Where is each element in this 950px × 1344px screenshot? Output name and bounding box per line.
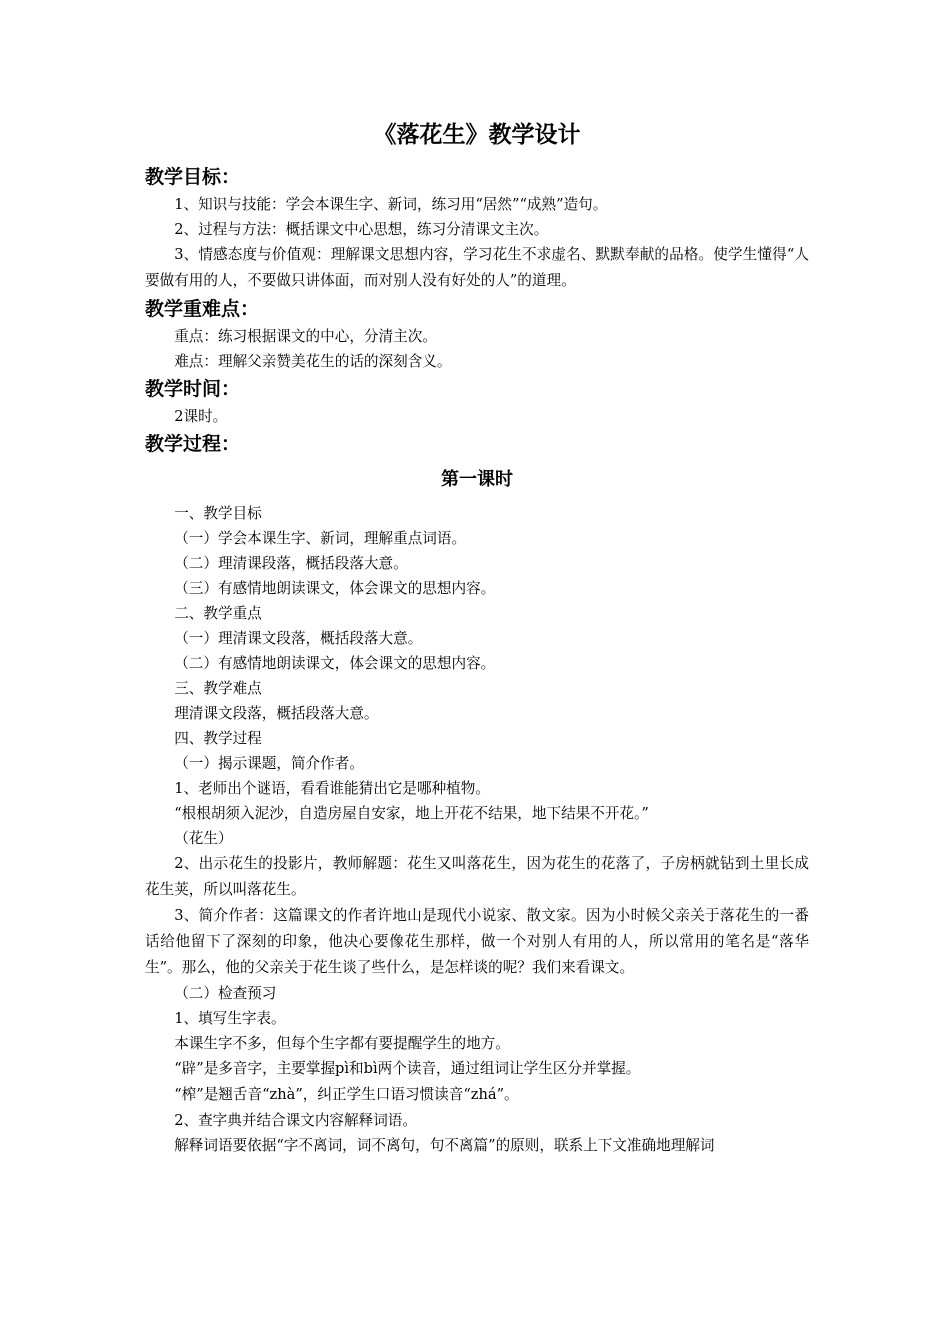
lesson-line: “辟”是多音字，主要掌握pì和bì两个读音，通过组词让学生区分并掌握。 <box>174 1060 641 1077</box>
objective-item: 2、过程与方法：概括课文中心思想，练习分清课文主次。 <box>174 221 549 238</box>
document-body <box>145 118 809 1158</box>
lesson-line: 四、教学过程 <box>174 730 262 747</box>
lesson-line: 理清课文段落，概括段落大意。 <box>174 705 379 722</box>
lesson-line: 一、教学目标 <box>174 505 262 522</box>
objectives-heading: 教学目标： <box>145 166 241 188</box>
lesson-line: 1、老师出个谜语，看看谁能猜出它是哪种植物。 <box>174 780 490 797</box>
lesson-line: （二）检查预习 <box>174 985 277 1002</box>
riddle-text: “根根胡须入泥沙，自造房屋自安家，地上开花不结果，地下结果不开花。” <box>174 805 649 822</box>
keypoint-item: 难点：理解父亲赞美花生的话的深刻含义。 <box>174 353 452 370</box>
lesson-line: “榨”是翘舌音“zhà”，纠正学生口语习惯读音“zhá”。 <box>174 1086 519 1103</box>
keypoints-heading: 教学重难点： <box>145 298 260 320</box>
lesson-one-heading: 第一课时 <box>441 469 513 490</box>
lesson-line: （三）有感情地朗读课文，体会课文的思想内容。 <box>174 580 496 597</box>
keypoint-item: 重点：练习根据课文的中心，分清主次。 <box>174 328 437 345</box>
lesson-line: 1、填写生字表。 <box>174 1010 286 1027</box>
lesson-line: 解释词语要依据“字不离词，词不离句，句不离篇”的原则，联系上下文准确地理解词 <box>174 1137 715 1154</box>
lesson-paragraph: 2、出示花生的投影片，教师解题：花生又叫落花生，因为花生的花落了，子房柄就钻到土里长成花生荚，所以叫落花生。 <box>145 855 809 898</box>
lesson-paragraph: 3、简介作者：这篇课文的作者许地山是现代小说家、散文家。因为小时候父亲关于落花生的一番话给他留下了深刻的印象，他决心要像花生那样，做一个对别人有用的人，所以常用的笔名是“落华生”。那么，他的父亲关于花生谈了些什么，是怎样谈的呢？我们来看课文。 <box>145 907 809 976</box>
document-title: 《落花生》教学设计 <box>373 122 581 148</box>
riddle-answer: （花生） <box>174 830 233 847</box>
lesson-line: （一）揭示课题，简介作者。 <box>174 755 364 772</box>
lesson-line: （二）理清课段落，概括段落大意。 <box>174 555 408 572</box>
lesson-line: （一）学会本课生字、新词，理解重点词语。 <box>174 530 467 547</box>
lesson-line: （二）有感情地朗读课文，体会课文的思想内容。 <box>174 655 496 672</box>
lesson-line: （一）理清课文段落，概括段落大意。 <box>174 630 423 647</box>
lesson-line: 2、查字典并结合课文内容解释词语。 <box>174 1112 417 1129</box>
lesson-line: 二、教学重点 <box>174 605 262 622</box>
time-heading: 教学时间： <box>145 378 241 400</box>
objective-item: 3、情感态度与价值观：理解课文思想内容，学习花生不求虚名、默默奉献的品格。使学生懂得“人要做有用的人，不要做只讲体面，而对别人没有好处的人”的道理。 <box>145 246 809 289</box>
lesson-line: 三、教学难点 <box>174 680 262 697</box>
lesson-line: 本课生字不多，但每个生字都有要提醒学生的地方。 <box>174 1035 510 1052</box>
process-heading: 教学过程： <box>145 433 241 455</box>
time-text: 2课时。 <box>174 408 228 425</box>
objective-item: 1、知识与技能：学会本课生字、新词，练习用“居然”“成熟”造句。 <box>174 196 608 213</box>
